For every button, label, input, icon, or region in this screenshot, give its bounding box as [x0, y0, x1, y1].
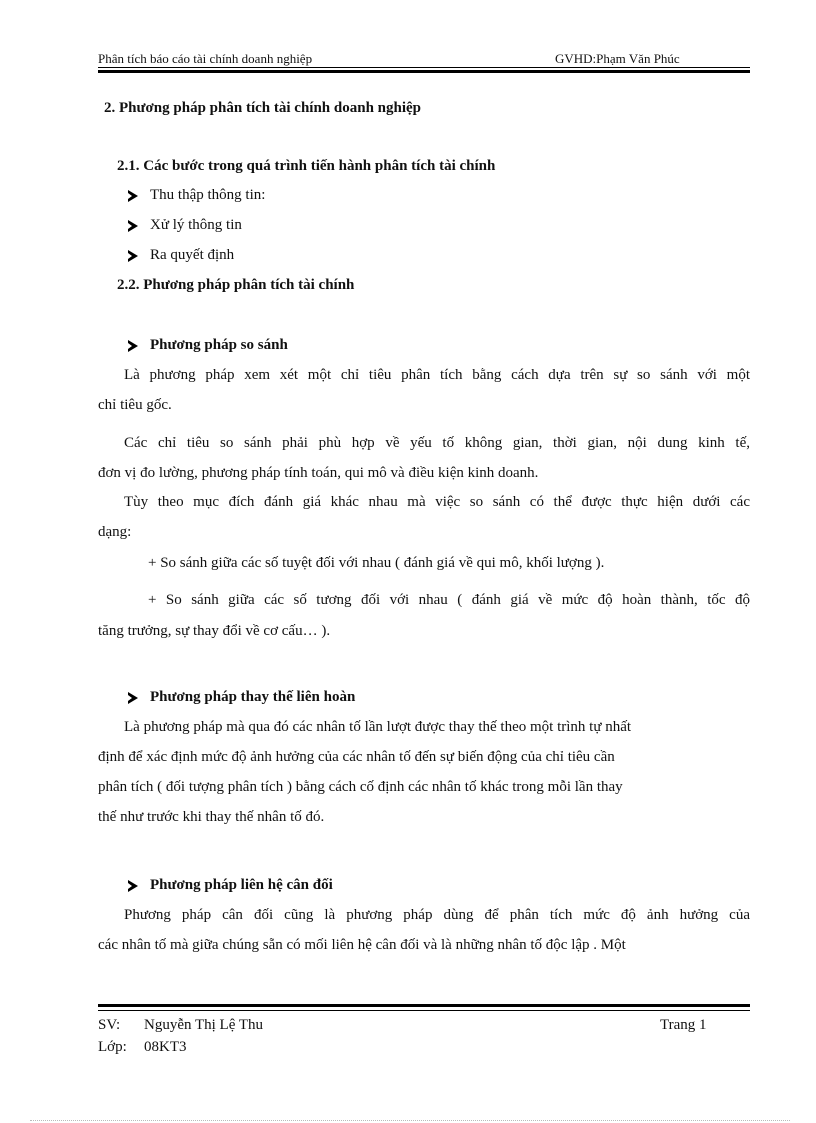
paragraph-line: Các chỉ tiêu so sánh phải phù hợp về yếu tố không gian, thời gian, nội dung kinh tế, — [124, 435, 750, 451]
paragraph-line: Phương pháp cân đối cũng là phương pháp dùng để phân tích mức độ ảnh hưởng của — [124, 907, 750, 923]
paragraph-line: Là phương pháp mà qua đó các nhân tố lần lượt được thay thế theo một trình tự nhất — [124, 719, 632, 735]
bullet-arrow-icon — [128, 250, 138, 262]
header-instructor: GVHD:Phạm Văn Phúc — [555, 51, 680, 66]
footer-rule-thin — [98, 1010, 750, 1011]
paragraph-line: dạng: — [98, 524, 132, 540]
paragraph-line: đơn vị đo lường, phương pháp tính toán, qui mô và điều kiện kinh doanh. — [98, 465, 539, 481]
bullet-arrow-icon — [128, 692, 138, 704]
section-title: 2. Phương pháp phân tích tài chính doanh nghiệp — [104, 100, 422, 116]
bullet-arrow-icon — [128, 880, 138, 892]
header-rule-thick — [98, 70, 750, 73]
bullet-arrow-icon — [128, 190, 138, 202]
bullet-arrow-icon — [128, 340, 138, 352]
subsection-2-1-title: 2.1. Các bước trong quá trình tiến hành phân tích tài chính — [117, 158, 496, 174]
list-item: Xử lý thông tin — [150, 217, 242, 233]
paragraph-line: các nhân tố mà giữa chúng sẵn có mối liên hệ cân đối và là những nhân tố độc lập . Một — [98, 937, 626, 953]
list-item: Ra quyết định — [150, 247, 235, 263]
method-substitution-heading: Phương pháp thay thế liên hoàn — [150, 689, 356, 705]
footer-student-name: Nguyễn Thị Lệ Thu — [144, 1017, 264, 1033]
footer-class-value: 08KT3 — [144, 1039, 187, 1055]
page-edge-dotted-line — [30, 1120, 790, 1121]
subsection-2-2-title: 2.2. Phương pháp phân tích tài chính — [117, 277, 355, 293]
footer-rule-thick — [98, 1004, 750, 1007]
bullet-arrow-icon — [128, 220, 138, 232]
header-doc-title: Phân tích báo cáo tài chính doanh nghiệp — [98, 51, 313, 66]
paragraph-line: Tùy theo mục đích đánh giá khác nhau mà việc so sánh có thể được thực hiện dưới các — [124, 494, 750, 510]
paragraph-line: Là phương pháp xem xét một chỉ tiêu phân tích bằng cách dựa trên sự so sánh với một — [124, 367, 750, 383]
paragraph-line: phân tích ( đối tượng phân tích ) bằng cách cố định các nhân tố khác trong mỗi lần thay — [98, 779, 623, 795]
comparison-bullet: + So sánh giữa các số tuyệt đối với nhau ( đánh giá về qui mô, khối lượng ). — [148, 555, 605, 571]
footer-class-label: Lớp: — [98, 1039, 127, 1055]
method-comparison-heading: Phương pháp so sánh — [150, 337, 288, 353]
method-balance-heading: Phương pháp liên hệ cân đối — [150, 877, 333, 893]
paragraph-line: chỉ tiêu gốc. — [98, 397, 172, 413]
footer-page-number: Trang 1 — [660, 1017, 707, 1033]
header-rule-thin — [98, 67, 750, 68]
paragraph-line: tăng trưởng, sự thay đổi về cơ cấu… ). — [98, 623, 331, 639]
paragraph-line: thế như trước khi thay thế nhân tố đó. — [98, 809, 325, 825]
list-item: Thu thập thông tin: — [150, 187, 266, 203]
paragraph-line: định để xác định mức độ ảnh hưởng của các nhân tố đến sự biến động của chỉ tiêu cần — [98, 749, 615, 765]
comparison-bullet: + So sánh giữa các số tương đối với nhau ( đánh giá về mức độ hoàn thành, tốc độ — [148, 592, 750, 608]
footer-sv-label: SV: — [98, 1017, 121, 1033]
